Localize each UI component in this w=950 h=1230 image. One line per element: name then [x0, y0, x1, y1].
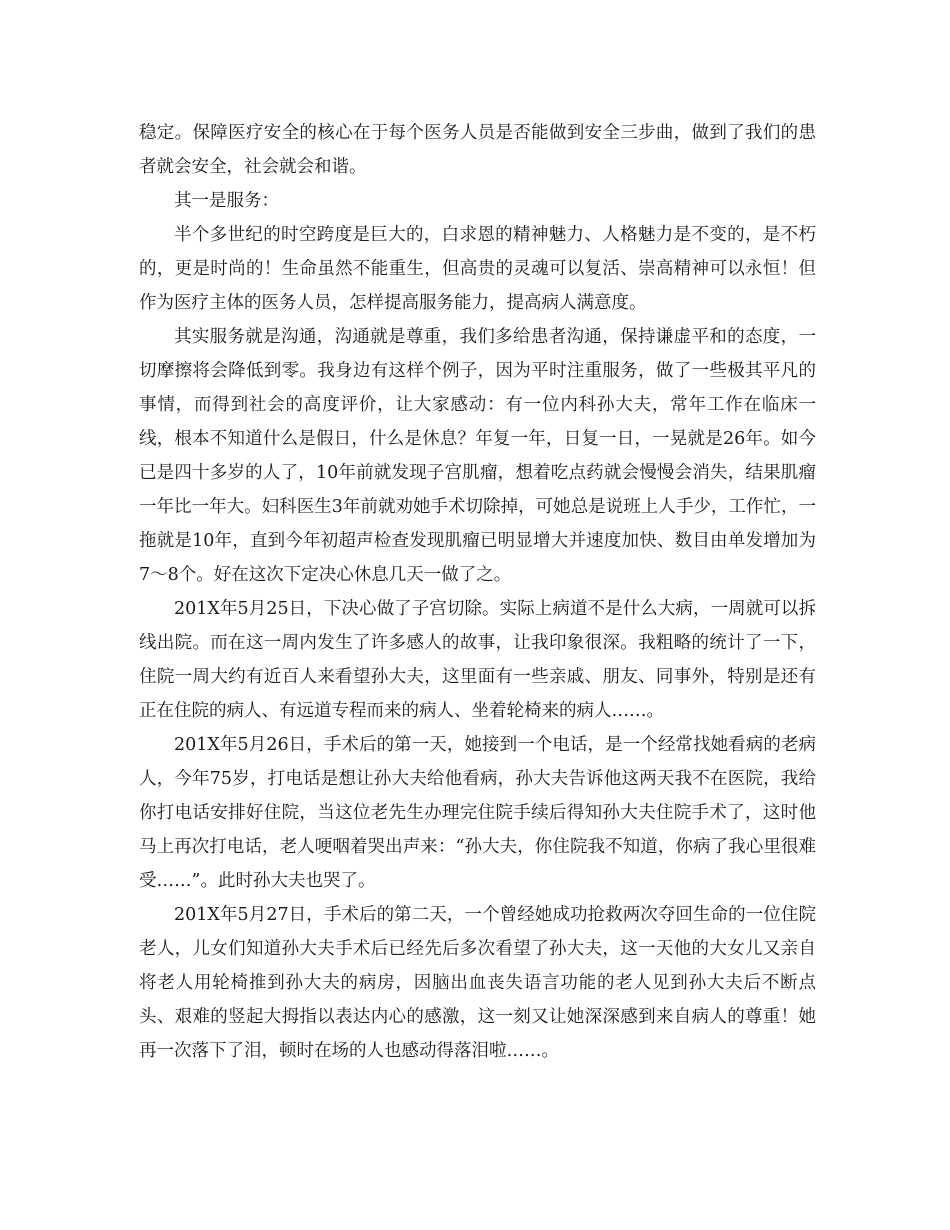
paragraph-heading-service: 其一是服务：	[174, 191, 279, 211]
paragraph-bethune-spirit: 半个多世纪的时空跨度是巨大的，白求恩的精神魅力、人格魅力是不变的，是不朽的，更是时尚的！生命虽然不能重生，但高贵的灵魂可以复活、崇高精神可以永恒！但作为医疗主体的医务人员，怎样提高服务能力，提高病人满意度。	[139, 225, 816, 313]
paragraph-may-27: 201X年5月27日，手术后的第二天，一个曾经她成功抢救两次夺回生命的一位住院老人，儿女们知道孙大夫手术后已经先后多次看望了孙大夫，这一天他的大女儿又亲自将老人用轮椅推到孙大夫的病房，因脑出血丧失语言功能的老人见到孙大夫后不断点头、艰难的竖起大拇指以表达内心的感激，这一刻又让她深深感到来自病人的尊重！她再一次落下了泪，顿时在场的人也感动得落泪啦……。	[139, 905, 816, 1061]
paragraph-service-communication: 其实服务就是沟通，沟通就是尊重，我们多给患者沟通，保持谦虚平和的态度，一切摩擦将会降低到零。我身边有这样个例子，因为平时注重服务，做了一些极其平凡的事情，而得到社会的高度评价，让大家感动：有一位内科孙大夫，常年工作在临床一线，根本不知道什么是假日，什么是休息？年复一年，日复一日，一晃就是26年。如今已是四十多岁的人了，10年前就发现子宫肌瘤，想着吃点药就会慢慢会消失，结果肌瘤一年比一年大。妇科医生3年前就劝她手术切除掉，可她总是说班上人手少，工作忙，一拖就是10年，直到今年初超声检查发现肌瘤已明显增大并速度加快、数目由单发增加为7～8个。好在这次下定决心休息几天一做了之。	[139, 327, 816, 585]
paragraph-may-25: 201X年5月25日，下决心做了子宫切除。实际上病道不是什么大病，一周就可以拆线出院。而在这一周内发生了许多感人的故事，让我印象很深。我粗略的统计了一下，住院一周大约有近百人来看望孙大夫，这里面有一些亲戚、朋友、同事外，特别是还有正在住院的病人、有远道专程而来的病人、坐着轮椅来的病人……。	[139, 599, 816, 721]
document-body	[139, 116, 816, 1068]
paragraph-continuation: 稳定。保障医疗安全的核心在于每个医务人员是否能做到安全三步曲，做到了我们的患者就会安全，社会就会和谐。	[139, 123, 816, 177]
paragraph-may-26: 201X年5月26日，手术后的第一天，她接到一个电话，是一个经常找她看病的老病人，今年75岁，打电话是想让孙大夫给他看病，孙大夫告诉他这两天我不在医院，我给你打电话安排好住院，当这位老先生办理完住院手续后得知孙大夫住院手术了，这时他马上再次打电话，老人哽咽着哭出声来：“孙大夫，你住院我不知道，你病了我心里很难受……”。此时孙大夫也哭了。	[139, 735, 816, 891]
